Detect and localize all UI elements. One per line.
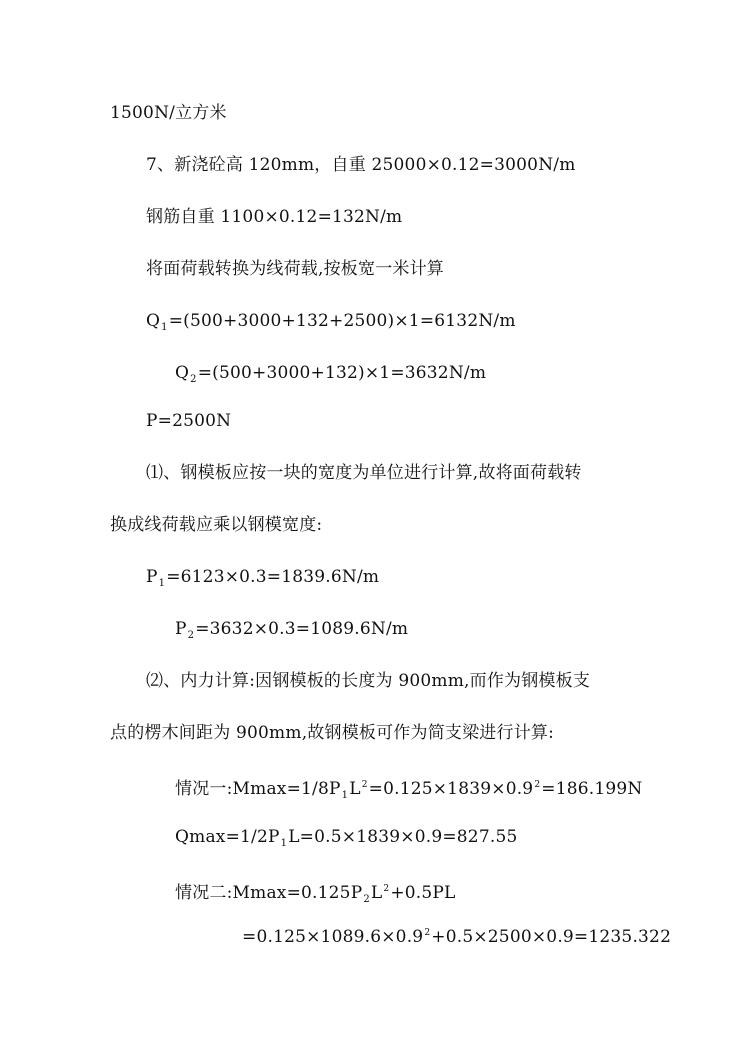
formula-q2-symbol: Q xyxy=(175,363,190,383)
text-line-concrete-self-weight: 7、新浇砼高 120mm，自重 25000×0.12=3000N/m xyxy=(146,155,576,175)
case-2-mmax-tail: +0.5PL xyxy=(390,883,456,903)
case-1-mmax-prefix: 情况一:Mmax=1/8P xyxy=(175,779,341,799)
formula-q2-subscript: 2 xyxy=(190,374,197,385)
case-1-mmax-result: =186.199N xyxy=(541,779,643,799)
formula-p1 xyxy=(146,567,379,594)
case-1-mmax-subscript: 1 xyxy=(341,790,349,801)
formula-q2-expression: =(500+3000+132)×1=3632N/m xyxy=(197,363,487,383)
formula-case-1-qmax xyxy=(175,827,517,854)
text-line-point-load: P=2500N xyxy=(146,411,232,431)
formula-q1-expression: =(500+3000+132+2500)×1=6132N/m xyxy=(168,311,516,331)
case-1-mmax-middle: =0.125×1839×0.9 xyxy=(368,779,534,799)
formula-p2-expression: =3632×0.3=1089.6N/m xyxy=(195,619,409,639)
formula-p2 xyxy=(175,619,408,646)
case-2-result-superscript: 2 xyxy=(424,928,431,938)
paragraph-1-line-2: 换成线荷载应乘以钢模宽度: xyxy=(110,515,323,535)
case-1-qmax-expression: L=0.5×1839×0.9=827.55 xyxy=(288,827,518,847)
text-line-density: 1500N/立方米 xyxy=(110,103,227,123)
formula-q2 xyxy=(175,363,486,390)
case-1-qmax-subscript: 1 xyxy=(280,838,288,849)
formula-p2-symbol: P xyxy=(175,619,187,639)
formula-p1-symbol: P xyxy=(146,567,158,587)
formula-q1-subscript: 1 xyxy=(161,322,168,333)
formula-q1 xyxy=(146,311,516,338)
case-1-mmax-superscript: 2 xyxy=(361,780,368,790)
paragraph-1-line-1: ⑴、钢模板应按一块的宽度为单位进行计算,故将面荷载转 xyxy=(146,463,582,483)
formula-p2-subscript: 2 xyxy=(187,630,195,641)
case-2-result-tail: +0.5×2500×0.9=1235.322 xyxy=(431,927,672,947)
formula-case-2-result xyxy=(242,923,671,947)
formula-case-2-mmax xyxy=(175,879,456,910)
case-2-mmax-l: L xyxy=(370,883,383,903)
text-line-load-conversion: 将面荷载转换为线荷载,按板宽一米计算 xyxy=(146,259,445,279)
paragraph-2-line-1: ⑵、内力计算:因钢模板的长度为 900mm,而作为钢模板支 xyxy=(146,671,591,691)
case-1-mmax-superscript-2: 2 xyxy=(534,780,541,790)
formula-q1-symbol: Q xyxy=(146,311,161,331)
case-1-qmax-prefix: Qmax=1/2P xyxy=(175,827,280,847)
formula-p1-expression: =6123×0.3=1839.6N/m xyxy=(166,567,380,587)
case-2-mmax-superscript: 2 xyxy=(383,884,390,894)
case-2-mmax-prefix: 情况二:Mmax=0.125P xyxy=(175,883,363,903)
case-1-mmax-l: L xyxy=(349,779,361,799)
case-2-result-prefix: =0.125×1089.6×0.9 xyxy=(242,927,424,947)
text-line-rebar-self-weight: 钢筋自重 1100×0.12=132N/m xyxy=(146,207,403,227)
formula-p1-subscript: 1 xyxy=(158,578,166,589)
case-2-mmax-subscript: 2 xyxy=(363,894,370,905)
paragraph-2-line-2: 点的楞木间距为 900mm,故钢模板可作为简支梁进行计算: xyxy=(110,723,555,743)
formula-case-1-mmax xyxy=(175,775,642,806)
